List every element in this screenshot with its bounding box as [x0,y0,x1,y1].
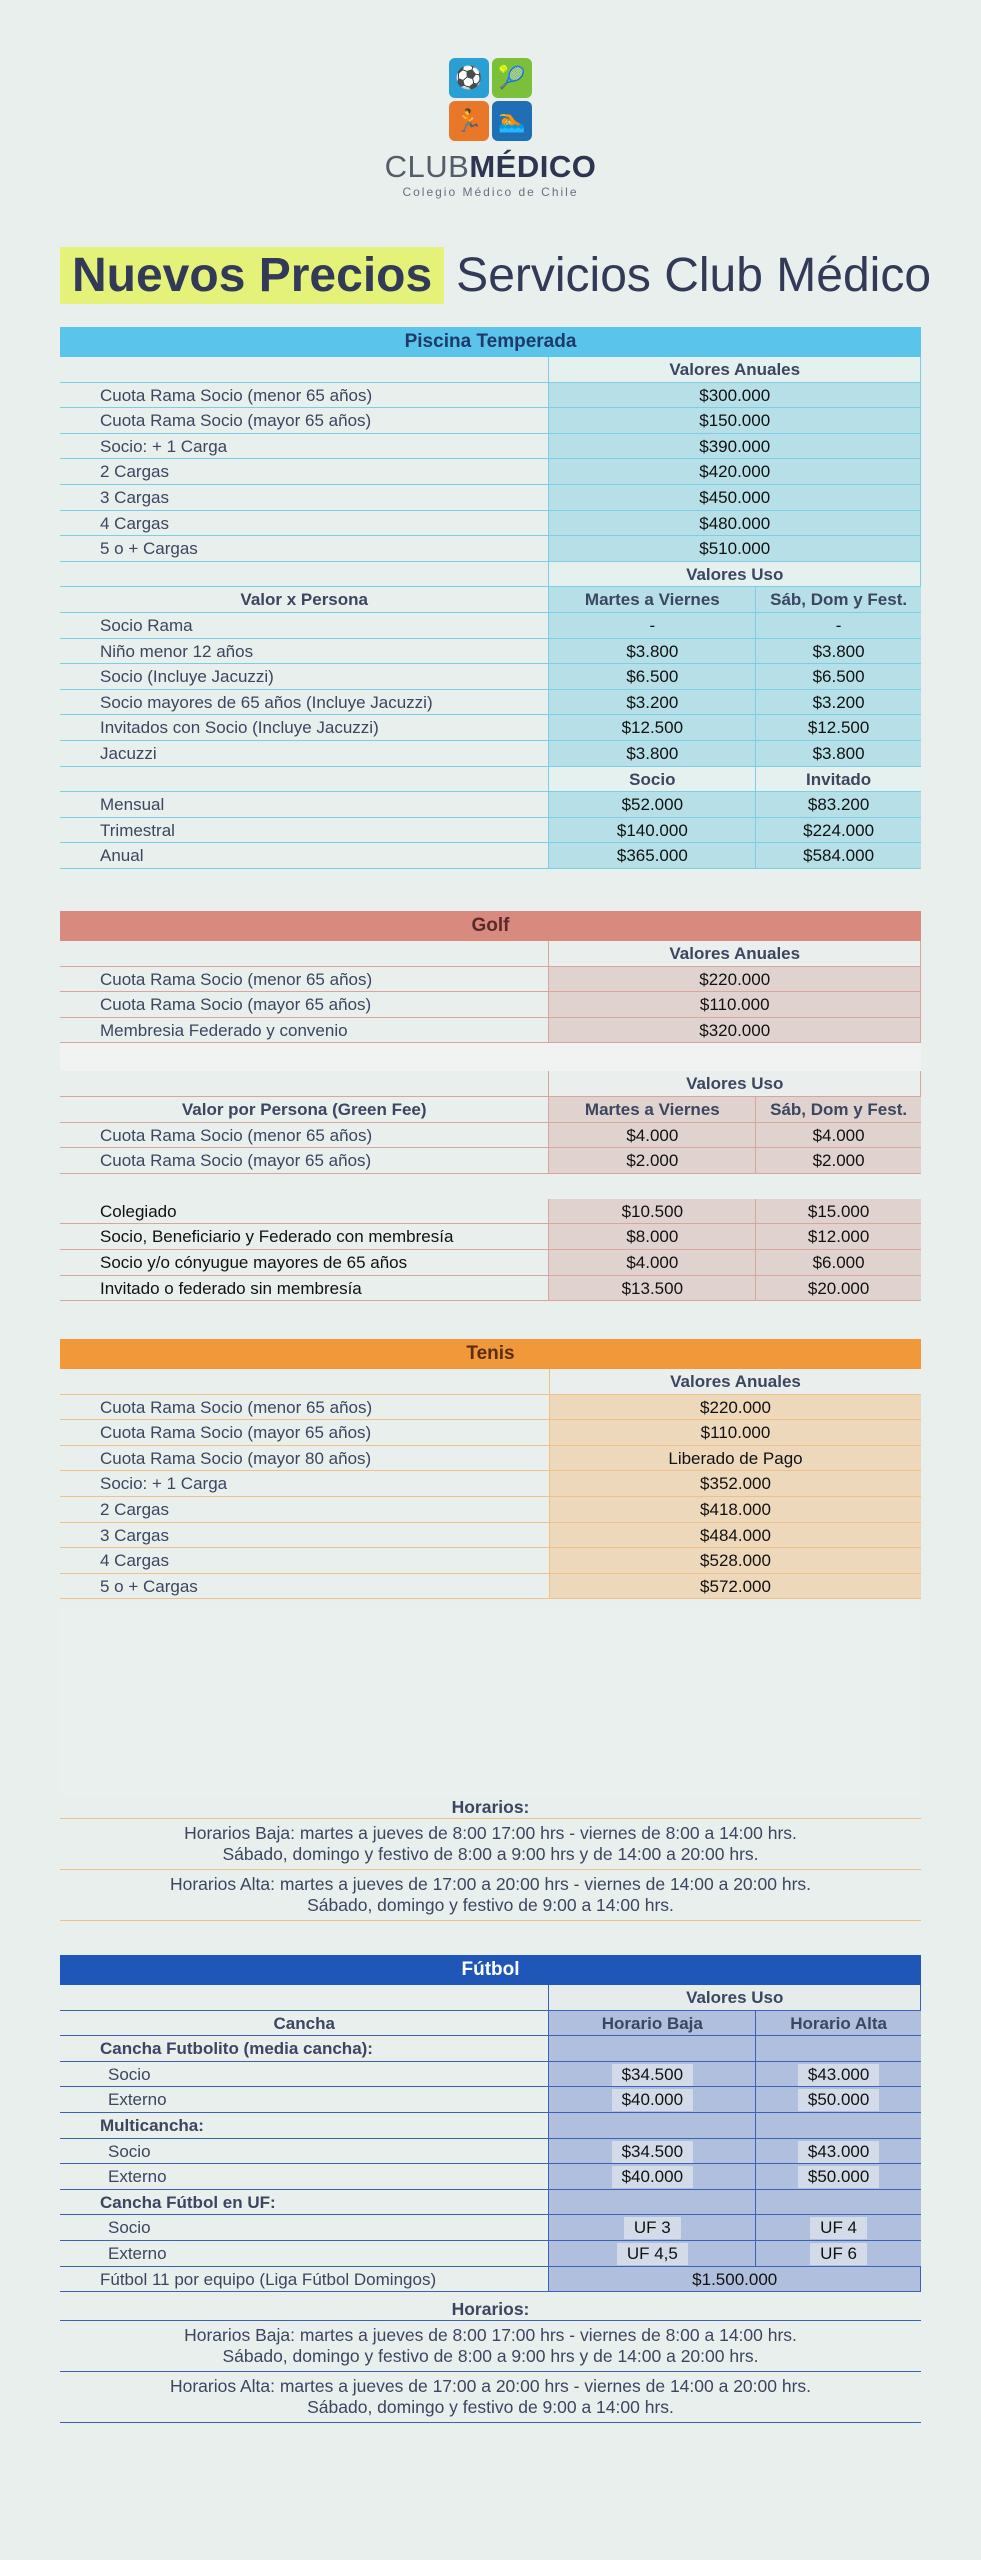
col-header-alta: Horario Alta [756,2011,921,2036]
row-value-2: $15.000 [756,1199,921,1224]
annual-row [60,1548,921,1574]
logo-icon-grid [449,58,532,141]
row-label: Invitados con Socio (Incluye Jacuzzi) [60,715,549,740]
value-pill: $34.500 [612,2064,693,2086]
row-value-2: $6.000 [756,1250,921,1275]
row-value-2: - [756,613,921,638]
use-header-row [60,562,921,588]
row-label: Colegiado [60,1199,549,1224]
group-title: Cancha Fútbol en UF: [60,2190,549,2215]
row-value-2 [756,2139,921,2164]
value-pill: $34.500 [612,2141,693,2163]
annual-row [60,1420,921,1446]
row-value: $528.000 [550,1548,921,1573]
piscina-section [60,327,921,869]
liga-label: Fútbol 11 por equipo (Liga Fútbol Domingos) [60,2267,549,2292]
value-pill: $43.000 [798,2064,879,2086]
group-title: Multicancha: [60,2113,549,2138]
horarios-alta-line2: Sábado, domingo y festivo de 9:00 a 14:00 hrs. [307,2397,674,2417]
price-row [60,690,921,716]
row-label: Socio Rama [60,613,549,638]
row-value: $480.000 [549,511,921,536]
horarios-alta-line1: Horarios Alta: martes a jueves de 17:00 a 20:00 hrs - viernes de 14:00 a 20:00 hrs. [169,2376,812,2396]
horarios-baja [60,2321,921,2372]
row-label: Mensual [60,792,549,817]
row-value-2: $3.200 [756,690,921,715]
annual-row [60,408,921,434]
column-header-row [60,2011,921,2037]
price-row [60,715,921,741]
price-row [60,664,921,690]
annual-row [60,485,921,511]
liga-value: $1.500.000 [549,2267,921,2292]
row-label: Invitado o federado sin membresía [60,1276,549,1301]
row-value: $220.000 [549,967,921,992]
col-header-weekend: Sáb, Dom y Fest. [756,587,921,612]
row-value-1: $3.800 [549,639,756,664]
row-value-1: $3.800 [549,741,756,766]
use-header: Valores Uso [549,1071,921,1096]
tennis-player-icon: 🎾 [492,58,532,98]
row-value: $320.000 [549,1018,921,1043]
row-value-1 [549,2164,756,2189]
row-value-1: - [549,613,756,638]
row-value-2 [756,2164,921,2189]
col-header-weekday: Martes a Viernes [549,587,756,612]
annual-row [60,1446,921,1472]
annual-row [60,511,921,537]
row-value: $390.000 [549,434,921,459]
logo-name [0,149,981,185]
row-value-2: $3.800 [756,741,921,766]
annual-row [60,1497,921,1523]
price-row [60,1148,921,1174]
row-value-2 [756,2062,921,2087]
annual-row [60,536,921,562]
futbol-title: Fútbol [60,1955,921,1985]
row-value-2: $3.800 [756,639,921,664]
row-value: $220.000 [550,1395,921,1420]
horarios-baja-line1: Horarios Baja: martes a jueves de 8:00 17:00 hrs - viernes de 8:00 a 14:00 hrs. [184,2325,797,2345]
row-label: Cuota Rama Socio (menor 65 años) [60,1395,550,1420]
row-value-2: $12.500 [756,715,921,740]
group-title: Cancha Futbolito (media cancha): [60,2036,549,2061]
annual-row [60,1574,921,1600]
value-pill: $50.000 [798,2089,879,2111]
price-row [60,843,921,869]
value-pill: $40.000 [612,2089,693,2111]
group-row [60,2215,921,2241]
row-label: Cuota Rama Socio (mayor 80 años) [60,1446,550,1471]
row-value-2: $224.000 [756,818,921,843]
tenis-horarios [60,1796,921,1921]
annual-row [60,1471,921,1497]
sub-header-socio: Socio [549,767,756,792]
group-row [60,2087,921,2113]
row-value-1: $8.000 [549,1224,756,1249]
annual-row [60,434,921,460]
group-empty-2 [756,2190,921,2215]
row-value: $110.000 [550,1420,921,1445]
group-row [60,2062,921,2088]
row-value-2 [756,2241,921,2266]
price-row [60,1276,921,1302]
logo-subtitle: Colegio Médico de Chile [402,185,579,199]
row-value-1: $12.500 [549,715,756,740]
row-value: $418.000 [550,1497,921,1522]
logo-name-light: CLUB [384,149,470,184]
row-value: $352.000 [550,1471,921,1496]
annual-header-row [60,941,921,967]
row-label: Cuota Rama Socio (menor 65 años) [60,1123,549,1148]
group-row [60,2241,921,2267]
row-label: Socio, Beneficiario y Federado con membresía [60,1224,549,1249]
row-value-2: $12.000 [756,1224,921,1249]
price-row [60,613,921,639]
title-highlight: Nuevos Precios [60,247,444,304]
use-header: Valores Uso [549,1985,921,2010]
club-medico-logo [0,58,981,199]
row-value-1: $10.500 [549,1199,756,1224]
row-label: Externo [60,2241,549,2266]
col-header-weekend: Sáb, Dom y Fest. [756,1097,921,1122]
horarios-title: Horarios: [60,1796,921,1819]
value-pill: $40.000 [612,2166,693,2188]
horarios-baja [60,1819,921,1870]
row-label: Socio: + 1 Carga [60,434,549,459]
col-header-label: Cancha [60,2011,549,2036]
row-label: 5 o + Cargas [60,536,549,561]
row-label: Socio (Incluye Jacuzzi) [60,664,549,689]
row-label: Socio [60,2062,549,2087]
price-row [60,818,921,844]
row-label: Socio mayores de 65 años (Incluye Jacuzzi) [60,690,549,715]
price-row [60,639,921,665]
row-value-1 [549,2062,756,2087]
row-value: $450.000 [549,485,921,510]
row-value-2 [756,2087,921,2112]
horarios-baja-line1: Horarios Baja: martes a jueves de 8:00 17:00 hrs - viernes de 8:00 a 14:00 hrs. [184,1823,797,1843]
row-value-1: $6.500 [549,664,756,689]
row-label: 3 Cargas [60,1523,550,1548]
col-header-baja: Horario Baja [549,2011,756,2036]
group-empty-1 [549,2036,756,2061]
tenis-title: Tenis [60,1339,921,1369]
value-pill: UF 6 [810,2243,867,2265]
value-pill: UF 4,5 [617,2243,688,2265]
group-row [60,2164,921,2190]
row-value: $484.000 [550,1523,921,1548]
value-pill: $43.000 [798,2141,879,2163]
title-rest: Servicios Club Médico [456,249,932,302]
blank-area [60,1606,921,1796]
horarios-alta [60,2372,921,2423]
row-value: Liberado de Pago [550,1446,921,1471]
price-row [60,1224,921,1250]
row-label: 2 Cargas [60,1497,550,1522]
row-label: Niño menor 12 años [60,639,549,664]
row-value-2: $20.000 [756,1276,921,1301]
liga-row [60,2267,921,2293]
annual-header: Valores Anuales [550,1369,921,1394]
row-label: 4 Cargas [60,511,549,536]
row-label: Trimestral [60,818,549,843]
row-value: $572.000 [550,1574,921,1599]
row-value-2: $83.200 [756,792,921,817]
tenis-section [60,1339,921,1599]
row-label: 5 o + Cargas [60,1574,550,1599]
horarios-alta [60,1870,921,1921]
price-row [60,1123,921,1149]
runner-icon: 🏃 [449,101,489,141]
horarios-title: Horarios: [60,2298,921,2321]
row-value-2: $6.500 [756,664,921,689]
row-value-1: $4.000 [549,1123,756,1148]
row-label: 2 Cargas [60,459,549,484]
row-value-1: $4.000 [549,1250,756,1275]
price-row [60,741,921,767]
row-label: Anual [60,843,549,868]
group-empty-1 [549,2190,756,2215]
use-header-row [60,1071,921,1097]
row-value-1: $140.000 [549,818,756,843]
row-value-1: $3.200 [549,690,756,715]
sub-header-invitado: Invitado [756,767,921,792]
row-value: $510.000 [549,536,921,561]
annual-row [60,1395,921,1421]
horarios-alta-line2: Sábado, domingo y festivo de 9:00 a 14:00 hrs. [307,1895,674,1915]
group-empty-2 [756,2036,921,2061]
row-label: Cuota Rama Socio (mayor 65 años) [60,1148,549,1173]
row-label: Cuota Rama Socio (menor 65 años) [60,967,549,992]
row-value-1 [549,2241,756,2266]
annual-header-row [60,1369,921,1395]
row-value-2: $584.000 [756,843,921,868]
row-label: 4 Cargas [60,1548,550,1573]
row-label: Socio [60,2215,549,2240]
row-value-1: $365.000 [549,843,756,868]
swimmer-icon: 🏊 [492,101,532,141]
value-pill: UF 4 [810,2217,867,2239]
use-header: Valores Uso [549,562,921,587]
value-pill: UF 3 [624,2217,681,2239]
row-label: Membresia Federado y convenio [60,1018,549,1043]
annual-row [60,992,921,1018]
col-header-label: Valor x Persona [60,587,549,612]
use-header-row [60,1985,921,2011]
row-value-1 [549,2139,756,2164]
row-value: $300.000 [549,383,921,408]
price-row [60,1199,921,1225]
column-header-row [60,587,921,613]
row-value-2 [756,2215,921,2240]
row-value-1 [549,2215,756,2240]
group-header-row [60,2190,921,2216]
piscina-title: Piscina Temperada [60,327,921,357]
annual-row [60,967,921,993]
value-pill: $50.000 [798,2166,879,2188]
horarios-alta-line1: Horarios Alta: martes a jueves de 17:00 a 20:00 hrs - viernes de 14:00 a 20:00 hrs. [169,1874,812,1894]
group-header-row [60,2113,921,2139]
futbol-section [60,1955,921,2292]
annual-row [60,1523,921,1549]
annual-header: Valores Anuales [549,357,921,382]
row-value-2: $2.000 [756,1148,921,1173]
price-row [60,792,921,818]
horarios-baja-line2: Sábado, domingo y festivo de 8:00 a 9:00 hrs y de 14:00 a 20:00 hrs. [222,1844,759,1864]
row-value-1 [549,2087,756,2112]
row-value: $150.000 [549,408,921,433]
group-row [60,2139,921,2165]
futbol-horarios [60,2298,921,2423]
row-value-1: $13.500 [549,1276,756,1301]
col-header-label: Valor por Persona (Green Fee) [60,1097,549,1122]
golf-title: Golf [60,911,921,941]
horarios-baja-line2: Sábado, domingo y festivo de 8:00 a 9:00 hrs y de 14:00 a 20:00 hrs. [222,2346,759,2366]
row-label: Socio: + 1 Carga [60,1471,550,1496]
row-label: 3 Cargas [60,485,549,510]
row-label: Socio y/o cónyugue mayores de 65 años [60,1250,549,1275]
annual-row [60,459,921,485]
row-label: Jacuzzi [60,741,549,766]
row-label: Cuota Rama Socio (mayor 65 años) [60,992,549,1017]
annual-row [60,1018,921,1044]
logo-name-bold: MÉDICO [469,149,597,184]
col-header-weekday: Martes a Viernes [549,1097,756,1122]
page-title [60,248,931,303]
sub-header-row [60,767,921,793]
group-empty-1 [549,2113,756,2138]
row-value-2: $4.000 [756,1123,921,1148]
price-row [60,1250,921,1276]
row-label: Socio [60,2139,549,2164]
row-value-1: $2.000 [549,1148,756,1173]
row-value: $110.000 [549,992,921,1017]
row-label: Externo [60,2087,549,2112]
annual-header-row [60,357,921,383]
annual-row [60,383,921,409]
golf-section [60,911,921,1301]
column-header-row [60,1097,921,1123]
row-label: Cuota Rama Socio (menor 65 años) [60,383,549,408]
row-value-1: $52.000 [549,792,756,817]
group-header-row [60,2036,921,2062]
annual-header: Valores Anuales [549,941,921,966]
row-label: Externo [60,2164,549,2189]
soccer-player-icon: ⚽ [449,58,489,98]
group-empty-2 [756,2113,921,2138]
row-label: Cuota Rama Socio (mayor 65 años) [60,408,549,433]
row-value: $420.000 [549,459,921,484]
row-label: Cuota Rama Socio (mayor 65 años) [60,1420,550,1445]
